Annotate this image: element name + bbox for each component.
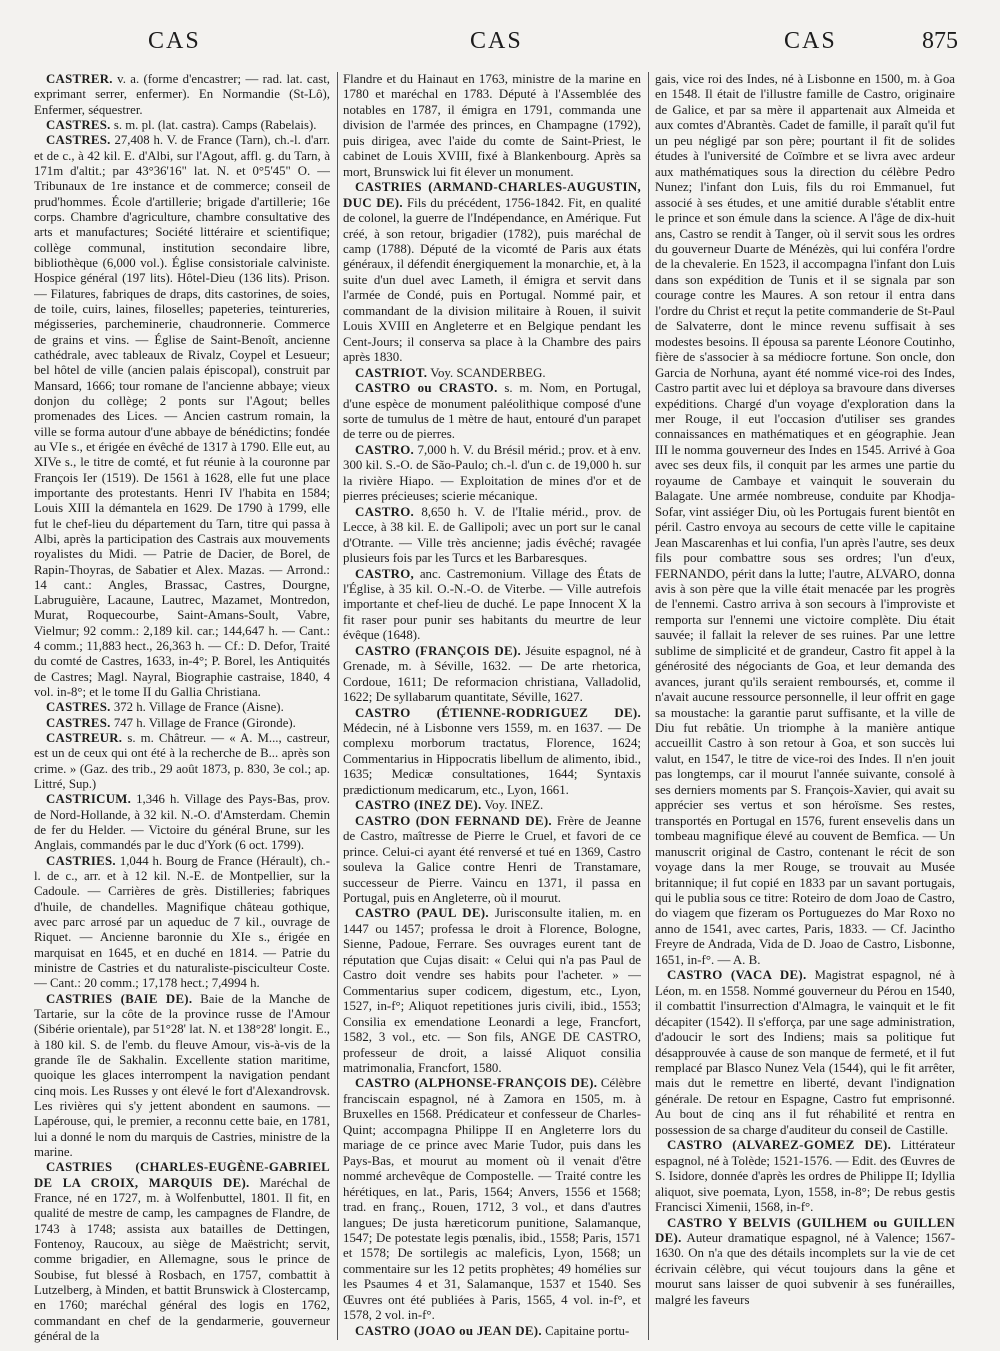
entry-headword: CASTRO (JOAO ou JEAN DE). [355,1323,542,1338]
entry-text: s. m. pl. (lat. castra). Camps (Rabelais). [110,117,317,132]
dictionary-entry [34,72,330,118]
dictionary-entry [655,1138,955,1215]
entry-headword: CASTRES. [46,700,111,715]
dictionary-entry [343,180,641,365]
entry-text: Jésuite espagnol, né à Grenade, m. à Séville, 1632. — De arte rhetorica, Cordoue, 1611; De reformacion christiana, Valladolid, 1622; De syllabarum quantitate, Séville, 1627. [343,643,641,705]
entry-headword: CASTRES. [46,117,111,132]
dictionary-entry [343,1324,641,1339]
column-rule-2 [648,72,649,1340]
entry-headword: CASTRIES (BAIE DE). [46,991,193,1006]
dictionary-entry [34,854,330,992]
entry-headword: CASTRER. [46,72,113,86]
entry-headword: CASTRES. [46,715,111,730]
dictionary-entry [34,118,330,133]
entry-headword: CASTRES. [46,133,111,148]
entry-headword: CASTRO. [355,442,415,457]
entry-text: Frère de Jeanne de Castro, maîtresse de Pierre le Cruel, et favori de ce prince. Celui-ci ayant été renversé et tué en 1369, Castro souleva la Galice contre Henri de Transtamare, successeur de Pierre. Vaincu en 1371, il passa en Portugal, puis en Angleterre, où il mourut. [343,813,641,906]
entry-headword: CASTRIES (CHARLES-EUGÈNE-GABRIEL DE LA CROIX, MARQUIS DE). [34,1160,330,1190]
entry-text: gais, vice roi des Indes, né à Lisbonne en 1500, m. à Goa en 1548. Il était de l'illustre famille de Castro, originaire de Galice, et par sa mère il appartenait aux Almeida et aux comtes d'Abrantès. Cadet de famille, il paraît qu'il fut un peu négligé par son père; pourtant il fit de solides études à l'université de Coïmbre et se livra avec ardeur aux mathématiques sous la direction du célèbre Pedro Nunez; l'infant don Luis, fils du roi Emmanuel, fut associé à ses études, et une amitié durable s'établit entre le prince et son émule dans la science. A l'âge de dix-huit ans, Castro se rendit à Tanger, où il servit sous les ordres du gouverneur Duarte de Ménézès, qui lui conféra l'ordre de la chevalerie. En 1523, il accompagna l'infant don Luis dans son expédition de Tunis et il se signala par son courage contre les Maures. A son retour il entra dans l'ordre du Christ et reçut la petite commanderie de St-Paul de Salvaterre, dont le mince revenu suffisait à ses modestes besoins. Il épousa sa parente Léonore Coutinho, fière de s'associer à sa médiocre fortune. Son oncle, don Garcia de Norhuna, ayant été nommé vice-roi des Indes, Castro partit avec lui et déploya sa bravoure dans diverses expéditions. Chargé d'un voyage d'exploration dans la mer Rouge, il eut l'occasion d'utiliser ses grandes connaissances en mathématiques et en géographie. Jean III le nomma gouverneur des Indes en 1545. Arrivé à Goa avec ses deux fils, il conquit par les armes une partie du royaume de Cambaye et vainquit le souverain du Balagate. Une armée nombreuse, conduite par Khodja-Sofar, vint assiéger Diu, où les Portugais furent bientôt en péril. Castro envoya au secours de cette ville le capitaine Jean Mascarenhas et lui confia, l'un après l'autre, ses deux fils pour combattre sous ses ordres; l'un d'eux, FERNANDO, périt dans la lutte; l'autre, ALVARO, donna avis à son père que la ville était menacée par les progrès de l'ennemi. Castro arriva à son secours à l'improviste et remporta sur l'ennemi une victoire complète. Diu était sauvée; il fallait la relever de ses ruines. Par une lettre sublime de simplicité et de grandeur, Castro fit appel à la générosité des négociants de Goa, et leur demanda des avances, jurant qu'ils seraient remboursés, et, comme il n'avait aucune ressource personnelle, il leur offrit en gage sa moustache: la garantie parut suffisante, et la ville de Diu fut rebâtie. Un triomphe à la manière antique accueillit Castro à son retour à Goa, et son succès lui valut, en 1547, le titre de vice-roi des Indes. Il n'en jouit pas longtemps, car il mourut l'année suivante, consolé à ses derniers moments par S. François-Xavier, qui avait su apprécier ses vertus et son héroïsme. Ses restes, transportés en Portugal en 1576, furent ensevelis dans un tombeau magnifique élevé au couvent de Bemfica. — Un manuscrit original de Castro, contenant le récit de son voyage dans la mer Rouge, se trouvait au Musée britannique; il fut copié en 1833 par un savant portugais, qui le publia sous ce titre: Roteiro de dom Joao de Castro, do viagem que fizeram os Portuguezes do Mar Roxo no anno de 1541, avec cartes, Paris, 1833. — Cf. Jacintho Freyre de Andrada, Vida de D. Joao de Castro, Lisbonne, 1651, in-f°. — A. B. [655,72,955,967]
dictionary-entry [34,1160,330,1344]
entry-text: Auteur dramatique espagnol, né à Valence; 1567-1630. On n'a que des détails incomplets sur la vie de cet écrivain célèbre, qui vécut toujours dans la gêne et mourut sans laisser de quoi subvenir à ses funérailles, malgré les faveurs [655,1230,955,1307]
dictionary-entry [34,992,330,1161]
entry-headword: CASTRO ou CRASTO. [355,381,498,396]
entry-text: Voy. SCANDERBEG. [427,365,546,380]
dictionary-entry [343,366,641,381]
column-rule-1 [337,72,338,1340]
entry-headword: CASTRO (DON FERNAND DE). [355,813,552,828]
entry-text: Littérateur espagnol, né à Tolède; 1521-1576. — Edit. des Œuvres de S. Isidore, donnée d'après les ordres de Philippe II; Idyllia aliquot, sive poemata, Lyon, 1558, in-8°; De rebus gestis Francisci Ximenii, 1568, in-f°. [655,1138,955,1215]
entry-headword: CASTRO (ÉTIENNE-RODRIGUEZ DE). [355,705,641,720]
dictionary-entry [34,133,330,700]
dictionary-entry [34,792,330,853]
dictionary-entry [343,567,641,644]
dictionary-entry [34,731,330,792]
entry-text: Flandre et du Hainaut en 1763, ministre de la marine en 1780 et maréchal en 1783. Député à l'Assemblée des notables en 1787, il émigra en 1791, commanda une division de l'armée des princes, en Champagne (1792), puis dirigea, avec l'aide du comte de Saint-Priest, le cabinet de Louis XVIII, fixé à Blankenbourg. Après sa mort, Brunswick lui fit élever un monument. [343,72,641,179]
entry-text: 7,000 h. V. du Brésil mérid.; prov. et à env. 300 kil. S.-O. de São-Paulo; ch.-l. d'un c. de 19,000 h. sur la rivière Hiapo. — Exploitation de mines d'or et de pierres précieuses; scierie mécanique. [343,442,641,504]
entry-text: s. m. Châtreur. — « A. M..., castreur, est un de ceux qui ont été à la recherche de B... après son crime. » (Gaz. des trib., 29 août 1873, p. 830, 3e col.; ap. Littré, Sup.) [34,731,330,792]
entry-headword: CASTRO (ALVAREZ-GOMEZ DE). [667,1138,892,1153]
text-column-3 [655,72,955,1344]
dictionary-entry [343,906,641,1076]
dictionary-entry [343,644,641,706]
entry-headword: CASTRIES. [46,853,116,868]
dictionary-entry [343,706,641,799]
entry-headword: CASTRIES (ARMAND-CHARLES-AUGUSTIN, DUC DE). [343,180,641,210]
page-number: 875 [922,28,958,54]
entry-text: 27,408 h. V. de France (Tarn), ch.-l. d'arr. et de c., à 42 kil. E. d'Albi, sur l'Agout, affl. g. du Tarn, à 171m d'altit.; par 43°36'16" lat. N. et 0°5'45" O. — Tribunaux de 1re instance et de commerce; conseil de prud'hommes. École d'artillerie; brigade d'artillerie; 16e corps. Chambre d'agriculture, chambre consultative des arts et manufactures; Société littéraire et scientifique; collège communal, institution secondaire libre, bibliothèque (6,000 vol.). Église consistoriale calviniste. Hospice général (197 lits). Hôtel-Dieu (136 lits). Prison. — Filatures, fabriques de draps, dits castorines, de soies, de toile, cuirs, laines, filoselles; papeteries, teintureries, mégisseries, parcheminerie, chaudronnerie. Commerce de grains et vins. — Église de Saint-Benoît, ancienne cathédrale, avec tableaux de Rivalz, Coypel et Lesueur; bel hôtel de ville (ancien palais épiscopal), construit par Mansard, 1666; tour romane de l'ancienne abbaye; vieux donjon du collège; 2 ponts sur l'Agout; belles promenades des Lices. — Ancien castrum romain, la ville se forma autour d'une abbaye de bénédictins; fondée au VIe s., et érigée en évêché de 1317 à 1790. Elle eut, au XIVe s., le titre de comté, et fut réunie à la couronne par François Ier (1519). De 1561 à 1628, elle fut une place importante des protestants. Henri IV l'habita en 1584; Louis XIII la démantela en 1629. De 1790 à 1799, elle fut le chef-lieu du département du Tarn, titre qui passa à Albi, après la participation des Castrais aux mouvements royalistes du Midi. — Patrie de Dacier, de Borel, de Rapin-Thoyras, de Sabatier et Alex. Mazas. — Arrond.: 14 cant.: Angles, Brassac, Castres, Dourgne, Labruguière, Lacaune, Lautrec, Mazamet, Montredon, Murat, Roquecourbe, Saint-Amans-Soult, Vabre, Vielmur; 92 comm.: 2,189 kil. car.; 144,647 h. — Cant.: 4 comm.; 11,883 hect., 26,363 h. — Cf.: D. Defor, Traité du comté de Castres, 1633, in-4°; P. Borel, les Antiquités de Castres; Magl. Nayral, Biographie castraise, 1840, 4 vol. in-8°; et le tome II du Gallia Christiana. [34,133,330,700]
entry-text: 747 h. Village de France (Gironde). [110,715,296,730]
entry-headword: CASTRO Y BELVIS (GUILHEM ou GUILLEN DE). [655,1215,955,1245]
entry-text: Fils du précédent, 1756-1842. Fit, en qualité de colonel, la guerre de l'Indépendance, en Amérique. Fut créé, à son retour, brigadier (1782), puis maréchal de camp (1788). Député de la vicomté de Paris aux états généraux, il défendit énergiquement la monarchie, et, à la suite d'un duel avec Lameth, il émigra et servit dans l'armée de Condé, puis en Portugal. Nommé pair, et commandant de la division militaire à Rouen, il suivit Louis XVIII en Angleterre et en Belgique pendant les Cent-Jours; il conserva sa place à la Chambre des pairs après 1830. [343,195,641,365]
entry-text: Jurisconsulte italien, m. en 1447 ou 1457; professa le droit à Florence, Bologne, Sienne, Padoue, Ferrare. Ses ouvrages eurent tant de réputation que Cujas disait: « Celui qui n'a pas Paul de Castro doit vendre ses habits pour l'acheter. » — Commentarius super codicem, digestum, etc., Lyon, 1527, in-f°; Aliquot repetitiones juris civili, ibid., 1553; Consilia ex emendatione Leonardi a lege, Francfort, 1582, 3 vol., etc. — Son fils, ANGE DE CASTRO, professeur de droit, a laissé Aliquot consilia matrimonalia, Francfort, 1580. [343,906,641,1075]
dictionary-entry [655,72,955,968]
running-head-center: CAS [470,28,523,54]
running-head-left: CAS [148,28,201,54]
entry-headword: CASTRIOT. [355,365,428,380]
entry-headword: CASTRICUM. [46,792,132,807]
entry-headword: CASTRO, [355,566,415,581]
entry-text: v. a. (forme d'encastrer; — rad. lat. cast, exprimant serrer, enfermer). En Normandie (St-Lô), Enfermer, séquestrer. [34,72,330,117]
dictionary-entry [343,505,641,567]
dictionary-entry [343,443,641,505]
entry-text: Magistrat espagnol, né à Léon, m. en 1558. Nommé gouverneur du Pérou en 1540, il combattit l'insurrection d'Almagra, le vainquit et le fit décapiter (1542). Il s'efforça, par une sage administration, d'adoucir le sort des Indiens; mais sa politique fut désapprouvée à cause de son manque de fermeté, et il fut remplacé par Blasco Nunez Vela (1544), qui le fit arrêter, mais dut le remettre en liberté, devant l'indignation générale. De retour en Espagne, Castro fut emprisonné. Au bout de cinq ans il fut réhabilité et rentra en possession de sa charge d'auditeur du conseil de Castille. [655,968,955,1137]
entry-text: 1,044 h. Bourg de France (Hérault), ch.-l. de c., arr. et à 12 kil. N.-E. de Montpellier, sur la Cadoule. — Carrières de grès. Distilleries; fabriques d'huile, de chandelles. Magnifique château gothique, avec parc arrosé par un aqueduc de 7 kil., ouvrage de Riquet. — Ancienne baronnie du XIe s., érigée en marquisat en 1645, et en duché en 1814. — Patrie du ministre de Castries et du naturaliste-pisciculteur Coste. — Cant.: 20 comm.; 17,178 hect.; 7,4994 h. [34,853,330,991]
dictionary-entry [343,1076,641,1323]
entry-headword: CASTRO (FRANÇOIS DE). [355,643,522,658]
text-column-2 [343,72,641,1344]
dictionary-entry [34,700,330,715]
dictionary-entry [343,72,641,180]
text-column-1 [34,72,330,1344]
running-header [0,28,1000,68]
entry-text: Baie de la Manche de Tartarie, sur la côte de la province russe de l'Amour (Sibérie orientale), par 51°28' lat. N. et 138°28' longit. E., à 180 kil. S. de l'emb. du fleuve Amour, vis-à-vis de la grande île de Sakhalin. Excellente station maritime, quoique les glaces interrompent la navigation pendant cinq mois. Les Russes y ont élevé le fort d'Alexandrovsk. Les rivières qui s'y jettent abondent en saumons. — Lapérouse, qui, le premier, a reconnu cette baie, en 1781, lui a donné le nom du marquis de Castries, ministre de la marine. [34,991,330,1159]
dictionary-entry [343,798,641,813]
entry-text: 8,650 h. V. de l'Italie mérid., prov. de Lecce, à 38 kil. E. de Gallipoli; avec un port sur le canal d'Otrante. — Ville très ancienne; jadis évêché; ravagée plusieurs fois par les Turcs et les Barbaresques. [343,504,641,566]
dictionary-entry [34,716,330,731]
entry-headword: CASTRO (INEZ DE). [355,798,482,813]
running-head-right: CAS [784,28,837,54]
entry-headword: CASTRO (VACA DE). [667,968,807,983]
dictionary-entry [655,1216,955,1309]
entry-text: s. m. Nom, en Portugal, d'une espèce de monument paléolithique composé d'une sorte de tumulus de 1 mètre de haut, entouré d'un parapet de terre ou de pierres. [343,381,641,442]
entry-text: 372 h. Village de France (Aisne). [110,700,284,715]
entry-text: Maréchal de France, né en 1727, m. à Wolfenbuttel, 1801. Il fit, en qualité de mestre de camp, les campagnes de Flandre, de 1743 à 1748; assista aux batailles de Dettingen, Fontenoy, Raucoux, au siège de Maëstricht; servit, comme brigadier, en Allemagne, sous le prince de Soubise, fut blessé à Rosbach, en 1757, combattit à Lutzelberg, à Minden, et battit Brunswick à Clostercamp, en 1760; maréchal général des logis en 1762, commandant en chef de la gendarmerie, gouverneur général de la [34,1175,330,1343]
entry-text: 1,346 h. Village des Pays-Bas, prov. de Nord-Hollande, à 32 kil. N.-O. d'Amsterdam. Chemin de fer du Helder. — Victoire du général Brune, sur les Anglais, commandés par le duc d'York (6 oct. 1799). [34,792,330,853]
entry-text: anc. Castremonium. Village des États de l'Église, à 35 kil. O.-N.-O. de Viterbe. — Ville autrefois importante et chef-lieu de duché. Le pape Innocent X la fit raser pour punir ses habitants du meurtre de leur évêque (1648). [343,566,641,643]
entry-headword: CASTRO. [355,504,415,519]
entry-text: Voy. INEZ. [481,798,544,813]
entry-text: Capitaine portu- [541,1323,630,1338]
dictionary-entry [343,814,641,907]
entry-headword: CASTRO (ALPHONSE-FRANÇOIS DE). [355,1076,598,1091]
dictionary-entry [343,381,641,443]
entry-headword: CASTREUR. [46,731,123,746]
entry-headword: CASTRO (PAUL DE). [355,906,489,921]
dictionary-entry [655,968,955,1138]
entry-text: Célèbre franciscain espagnol, né à Zamora en 1505, m. à Bruxelles en 1568. Prédicateur et confesseur de Charles-Quint; accompagna Philippe II en Angleterre lors du mariage de ce prince avec Marie Tudor, puis dans les Pays-Bas, et mourut au moment où il venait d'être nommé archevêque de Compostelle. — Traité contre les hérétiques, en lat., Paris, 1564; Anvers, 1556 et 1568; trad. en franç., Rouen, 1712, 3 vol., et dans d'autres langues; De justa hæreticorum punitione, Salamanque, 1547; De potestate legis pœnalis, ibid., 1558; Paris, 1571 et 1578; De sortilegis ac maleficis, Lyon, 1568; un commentaire sur les 12 petits prophètes; 49 homélies sur les Psaumes 4 et 31, Salamanque, 1537 et 1540. Ses Œuvres ont été publiées à Paris, 1565, 4 vol. in-f°, et 1578, 2 vol. in-f°. [343,1076,641,1323]
entry-text: Médecin, né à Lisbonne vers 1559, m. en 1637. — De complexu morborum tractatus, Florence, 1624; Commentarius in Hippocratis libellum de alimento, ibid., 1635; Medicæ consultationes, 1644; Syntaxis prædictionum medicarum, etc., Lyon, 1661. [343,721,641,797]
